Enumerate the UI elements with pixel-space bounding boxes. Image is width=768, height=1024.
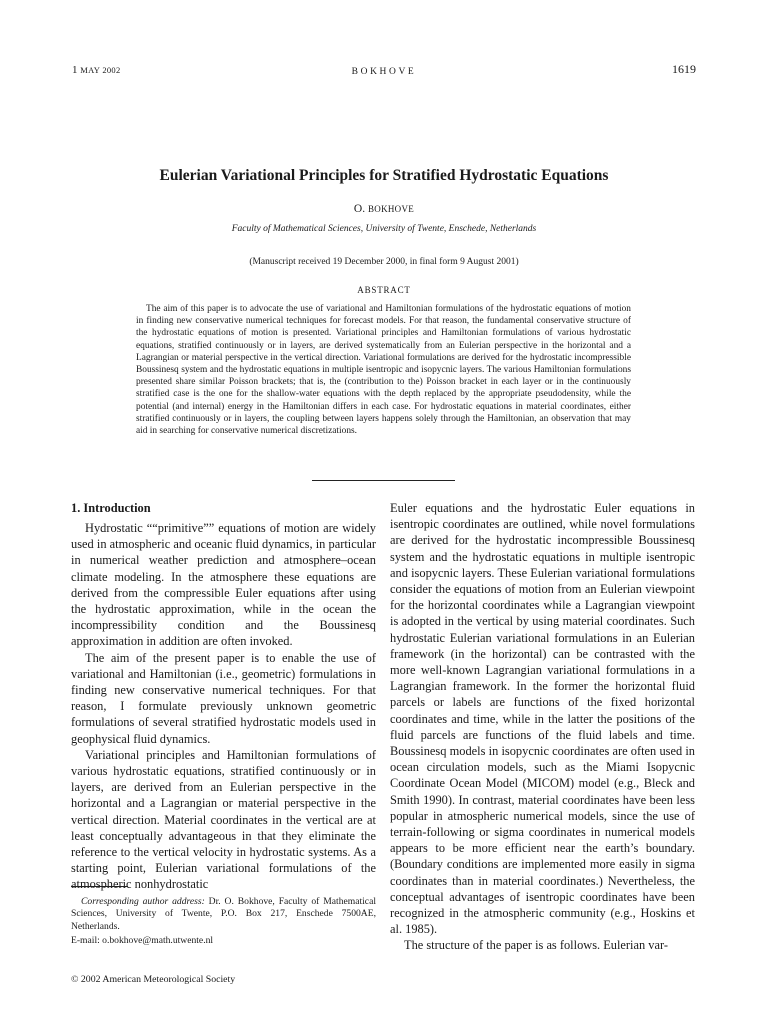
author-email: E-mail: o.bokhove@math.utwente.nl <box>71 935 214 946</box>
section-title: 1. Introduction <box>71 501 151 515</box>
paragraph: Variational principles and Hamiltonian formulations of various hydrostatic equations, stratified continuously or in layers, are derived from an Eulerian perspective in the horizontal and a Lagrangian or material perspective in the vertical direction. Material coordinates in the vertical are at least conceptually advantageous in that they eliminate the reference to the vertical velocity in hydrostatic systems. As a starting point, Eulerian variational formulations of the atmospheric nonhydrostatic <box>71 747 376 892</box>
footnote-rule <box>71 886 128 887</box>
copyright: © 2002 American Meteorological Society <box>71 974 236 985</box>
footnote-text: Dr. O. Bokhove, Faculty of Mathematical Sciences, University of Twente, P.O. Box 217, Enschede 7500AE, Netherlands. <box>71 896 376 932</box>
paragraph: Euler equations and the hydrostatic Euler equations in isentropic coordinates are outlined, while novel formulations are derived for the hydrostatic incompressible Boussinesq system and the hydrostatic equations in multiple isentropic and isopycnic layers. These Eulerian variational formulations consider the equations of motion from an Eulerian viewpoint for the horizontal coordinates while a Lagrangian viewpoint is adopted in the vertical by using material coordinates. Such hydrostatic Eulerian variational formulations in an Eulerian framework (in the horizontal) can be contrasted with the more well-known Lagrangian variational formulations in a Lagrangian framework. In the former the horizontal fluid parcels or labels are functions of the fixed horizontal coordinates and time, while in the latter the positions of the fluid parcels are functions of the fluid labels and time. Boussinesq models in isopycnic coordinates are often used in ocean circulation models, such as the Miami Isopycnic Coordinate Ocean Model (MICOM) model (e.g., Bleck and Smith 1990). In contrast, material coordinates have been less popular in atmospheric numerical models, since the use of terrain-following or sigma coordinates in numerical models appears to be more efficient near the earth’s boundary. (Boundary conditions are implemented more easily in sigma coordinates than in material coordinates.) Nevertheless, the conceptual advantages of isentropic coordinates have been recognized in the atmospheric community (e.g., Hoskins et al. 1985). <box>390 501 695 937</box>
page-number: 1619 <box>672 62 696 76</box>
paragraph: The aim of the present paper is to enable the use of variational and Hamiltonian (i.e., geometric) formulations in finding new conservative numerical techniques. For that reason, I formulate previously unknown geometric formulations of several stratified hydrostatic models used in geophysical fluid dynamics. <box>71 650 376 746</box>
author-name: BOKHOVE <box>367 204 415 214</box>
author-line <box>0 202 768 216</box>
paragraph: Hydrostatic ““primitive”” equations of motion are widely used in atmospheric and oceanic fluid dynamics, in particular in numerical weather prediction and atmosphere–ocean climate modeling. In the atmosphere these equations are derived from the compressible Euler equations after using the hydrostatic approximation, while in the ocean the incompressibility condition and the Boussinesq approximation in addition are often invoked. <box>71 521 376 649</box>
manuscript-dates: (Manuscript received 19 December 2000, in final form 9 August 2001) <box>249 257 519 267</box>
running-header-author: BOKHOVE <box>351 67 417 77</box>
header-month-year: MAY 2002 <box>80 65 121 75</box>
left-column <box>71 500 376 893</box>
footnote-label: Corresponding author address: <box>81 896 205 907</box>
footnote <box>71 896 376 933</box>
author-initial: O. <box>353 203 368 215</box>
header-day: 1 <box>72 64 78 76</box>
paper-title: Eulerian Variational Principles for Stratified Hydrostatic Equations <box>159 167 609 184</box>
section-divider <box>312 480 455 481</box>
abstract-heading: ABSTRACT <box>357 285 411 295</box>
affiliation: Faculty of Mathematical Sciences, University of Twente, Enschede, Netherlands <box>231 224 537 234</box>
right-column <box>390 500 695 954</box>
abstract-text: The aim of this paper is to advocate the use of variational and Hamiltonian formulations of the hydrostatic equations of motion in finding new conservative numerical techniques for forecast models. For that reason, the fundamental conservative structure of the hydrostatic equations of motion is presented. Variational principles and Hamiltonian formulations of various hydrostatic equations, stratified continuously or in layers, are derived systematically from an Eulerian perspective in the horizontal and a Lagrangian or material perspective in the vertical direction. Variational formulations are derived for the hydrostatic incompressible Boussinesq system and the hydrostatic equations in multiple isentropic and isopycnic layers. The various Hamiltonian formulations presented share similar Poisson brackets; that is, the (contribution to the) Poisson bracket in each layer or in the continuously stratified case is the one for the shallow-water equations with the depth replaced by the appropriate pseudodensity, while the potential (and internal) energy in the Hamiltonian differs in each case. For hydrostatic equations in material coordinates, either stratified continuously or in layers, the coupling between layers happens solely through the Hamiltonian, an observation that may aid in searching for conservative numerical discretizations. <box>136 304 631 437</box>
paragraph: The structure of the paper is as follows. Eulerian var- <box>404 938 668 953</box>
